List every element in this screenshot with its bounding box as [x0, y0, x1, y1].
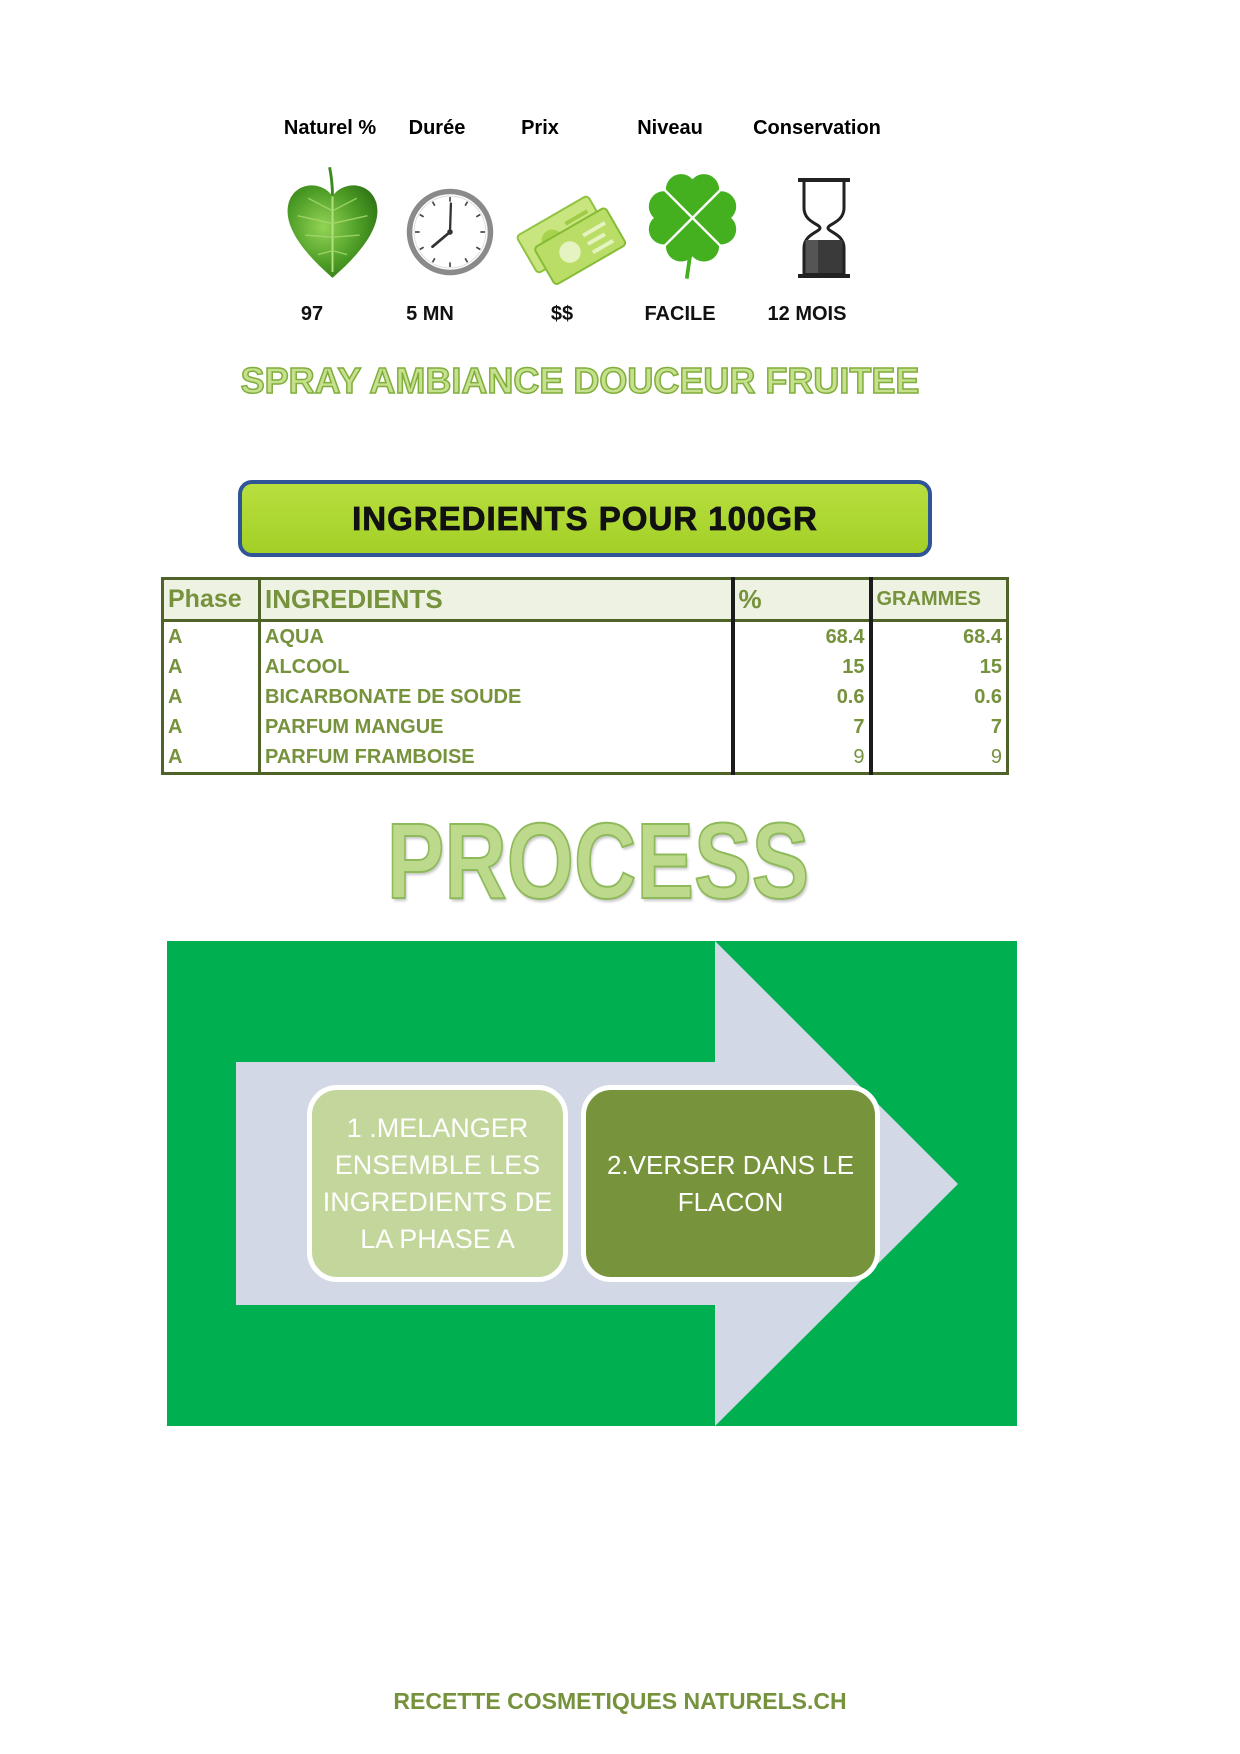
- label-duree: Durée: [408, 117, 466, 139]
- percent-cell: 7: [733, 712, 871, 742]
- percent-cell: 0.6: [733, 682, 871, 712]
- ingredient-cell: PARFUM FRAMBOISE: [260, 742, 733, 774]
- recipe-title: SPRAY AMBIANCE DOUCEUR FRUITEE: [240, 360, 920, 401]
- process-step-1: [307, 1085, 568, 1282]
- grams-cell: 0.6: [974, 685, 1002, 708]
- footer-credit: RECETTE COSMETIQUES NATURELS.CH: [393, 1688, 847, 1714]
- grams-cell: 15: [979, 655, 1002, 678]
- ingredient-cell: BICARBONATE DE SOUDE: [260, 682, 733, 712]
- label-naturel: Naturel %: [283, 117, 377, 139]
- phase-cell: A: [163, 652, 260, 682]
- value-conservation: 12 MOIS: [767, 303, 847, 325]
- grams-cell: 9: [990, 745, 1002, 768]
- table-row: [163, 742, 1008, 774]
- ingredient-cell: ALCOOL: [260, 652, 733, 682]
- label-conservation: Conservation: [753, 117, 881, 139]
- grams-cell: 68.4: [963, 625, 1002, 648]
- hourglass-icon: [796, 178, 852, 278]
- value-prix: $$: [550, 303, 574, 325]
- phase-cell: A: [163, 621, 260, 653]
- label-niveau: Niveau: [637, 117, 703, 139]
- percent-cell: 9: [733, 742, 871, 774]
- table-row: [163, 682, 1008, 712]
- percent-header: %: [733, 579, 871, 621]
- ingredients-banner: [238, 480, 932, 557]
- ingredients-banner-label: INGREDIENTS POUR 100GR: [352, 499, 818, 537]
- ingredients-table: [161, 577, 1009, 775]
- clock-icon: [404, 186, 496, 278]
- ingredient-cell: AQUA: [260, 621, 733, 653]
- percent-cell: 68.4: [733, 621, 871, 653]
- table-row: [163, 621, 1008, 653]
- process-step-1-label: 1 .MELANGER ENSEMBLE LES INGREDIENTS DE LA PHASE A: [322, 1112, 553, 1254]
- grams-header: GRAMMES: [871, 579, 1008, 621]
- process-step-2-label: 2.VERSER DANS LE FLACON: [606, 1149, 855, 1217]
- value-niveau: FACILE: [644, 303, 716, 325]
- label-prix: Prix: [521, 117, 559, 139]
- phase-cell: A: [163, 712, 260, 742]
- percent-cell: 15: [733, 652, 871, 682]
- phase-header: Phase: [163, 579, 260, 621]
- ingredient-cell: PARFUM MANGUE: [260, 712, 733, 742]
- table-header-row: [163, 579, 1008, 621]
- table-row: [163, 712, 1008, 742]
- clover-icon: [645, 167, 740, 282]
- value-naturel: 97: [300, 303, 324, 325]
- process-title: PROCESS: [386, 800, 810, 921]
- process-step-2: [581, 1085, 880, 1282]
- leaf-icon: [284, 167, 381, 280]
- value-duree: 5 MN: [406, 303, 454, 325]
- phase-cell: A: [163, 682, 260, 712]
- phase-cell: A: [163, 742, 260, 774]
- ingredients-header: INGREDIENTS: [260, 579, 733, 621]
- table-row: [163, 652, 1008, 682]
- money-icon: [511, 188, 629, 278]
- grams-cell: 7: [990, 715, 1002, 738]
